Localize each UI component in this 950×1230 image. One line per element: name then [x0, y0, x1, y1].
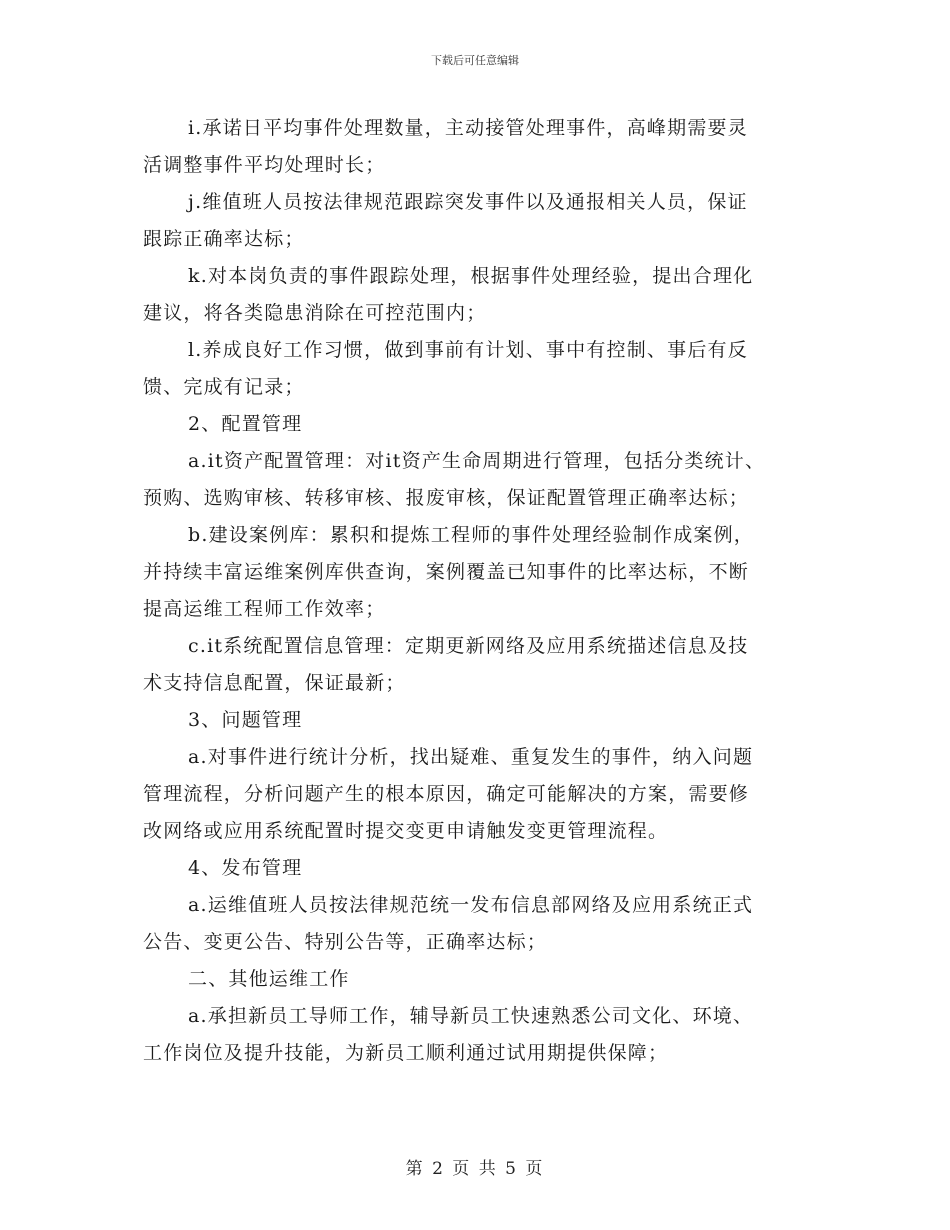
document-body: [143, 110, 813, 1072]
text-line: 术支持信息配置，保证最新；: [143, 672, 406, 694]
text-line: l.养成良好工作习惯，做到事前有计划、事中有控制、事后有反: [188, 339, 748, 361]
text-line: b.建设案例库：累积和提炼工程师的事件处理经验制作成案例，: [188, 524, 755, 546]
text-line: 跟踪正确率达标；: [143, 228, 305, 250]
text-line: 改网络或应用系统配置时提交变更申请触发变更管理流程。: [143, 820, 669, 842]
text-line: a.对事件进行统计分析，找出疑难、重复发生的事件，纳入问题: [188, 746, 754, 768]
text-line: a.承担新员工导师工作，辅导新员工快速熟悉公司文化、环境、: [188, 1005, 754, 1027]
text-line: 工作岗位及提升技能，为新员工顺利通过试用期提供保障；: [143, 1042, 669, 1064]
text-line: 预购、选购审核、转移审核、报废审核，保证配置管理正确率达标；: [143, 487, 750, 509]
text-line: 馈、完成有记录；: [143, 376, 305, 398]
section-heading: 4、发布管理: [188, 857, 303, 879]
text-line: 建议，将各类隐患消除在可控范围内；: [143, 302, 487, 324]
text-line: 管理流程，分析问题产生的根本原因，确定可能解决的方案，需要修: [143, 783, 750, 805]
text-line: c.it系统配置信息管理：定期更新网络及应用系统描述信息及技: [188, 635, 749, 657]
text-line: a.it资产配置管理：对it资产生命周期进行管理，包括分类统计、: [188, 450, 766, 472]
text-line: a.运维值班人员按法律规范统一发布信息部网络及应用系统正式: [188, 894, 754, 916]
text-line: 并持续丰富运维案例库供查询，案例覆盖已知事件的比率达标，不断: [143, 561, 750, 583]
section-heading: 2、配置管理: [188, 413, 303, 435]
text-line: i.承诺日平均事件处理数量，主动接管处理事件，高峰期需要灵: [188, 117, 748, 139]
text-line: j.维值班人员按法律规范跟踪突发事件以及通报相关人员，保证: [188, 191, 748, 213]
text-line: 提高运维工程师工作效率；: [143, 598, 386, 620]
text-line: 活调整事件平均处理时长；: [143, 154, 386, 176]
page-header: 下载后可任意编辑: [431, 54, 519, 67]
section-heading: 二、其他运维工作: [188, 968, 350, 990]
page-number: 第 2 页 共 5 页: [405, 1159, 545, 1179]
text-line: k.对本岗负责的事件跟踪处理，根据事件处理经验，提出合理化: [188, 265, 754, 287]
section-heading: 3、问题管理: [188, 709, 303, 731]
text-line: 公告、变更公告、特别公告等，正确率达标；: [143, 931, 548, 953]
